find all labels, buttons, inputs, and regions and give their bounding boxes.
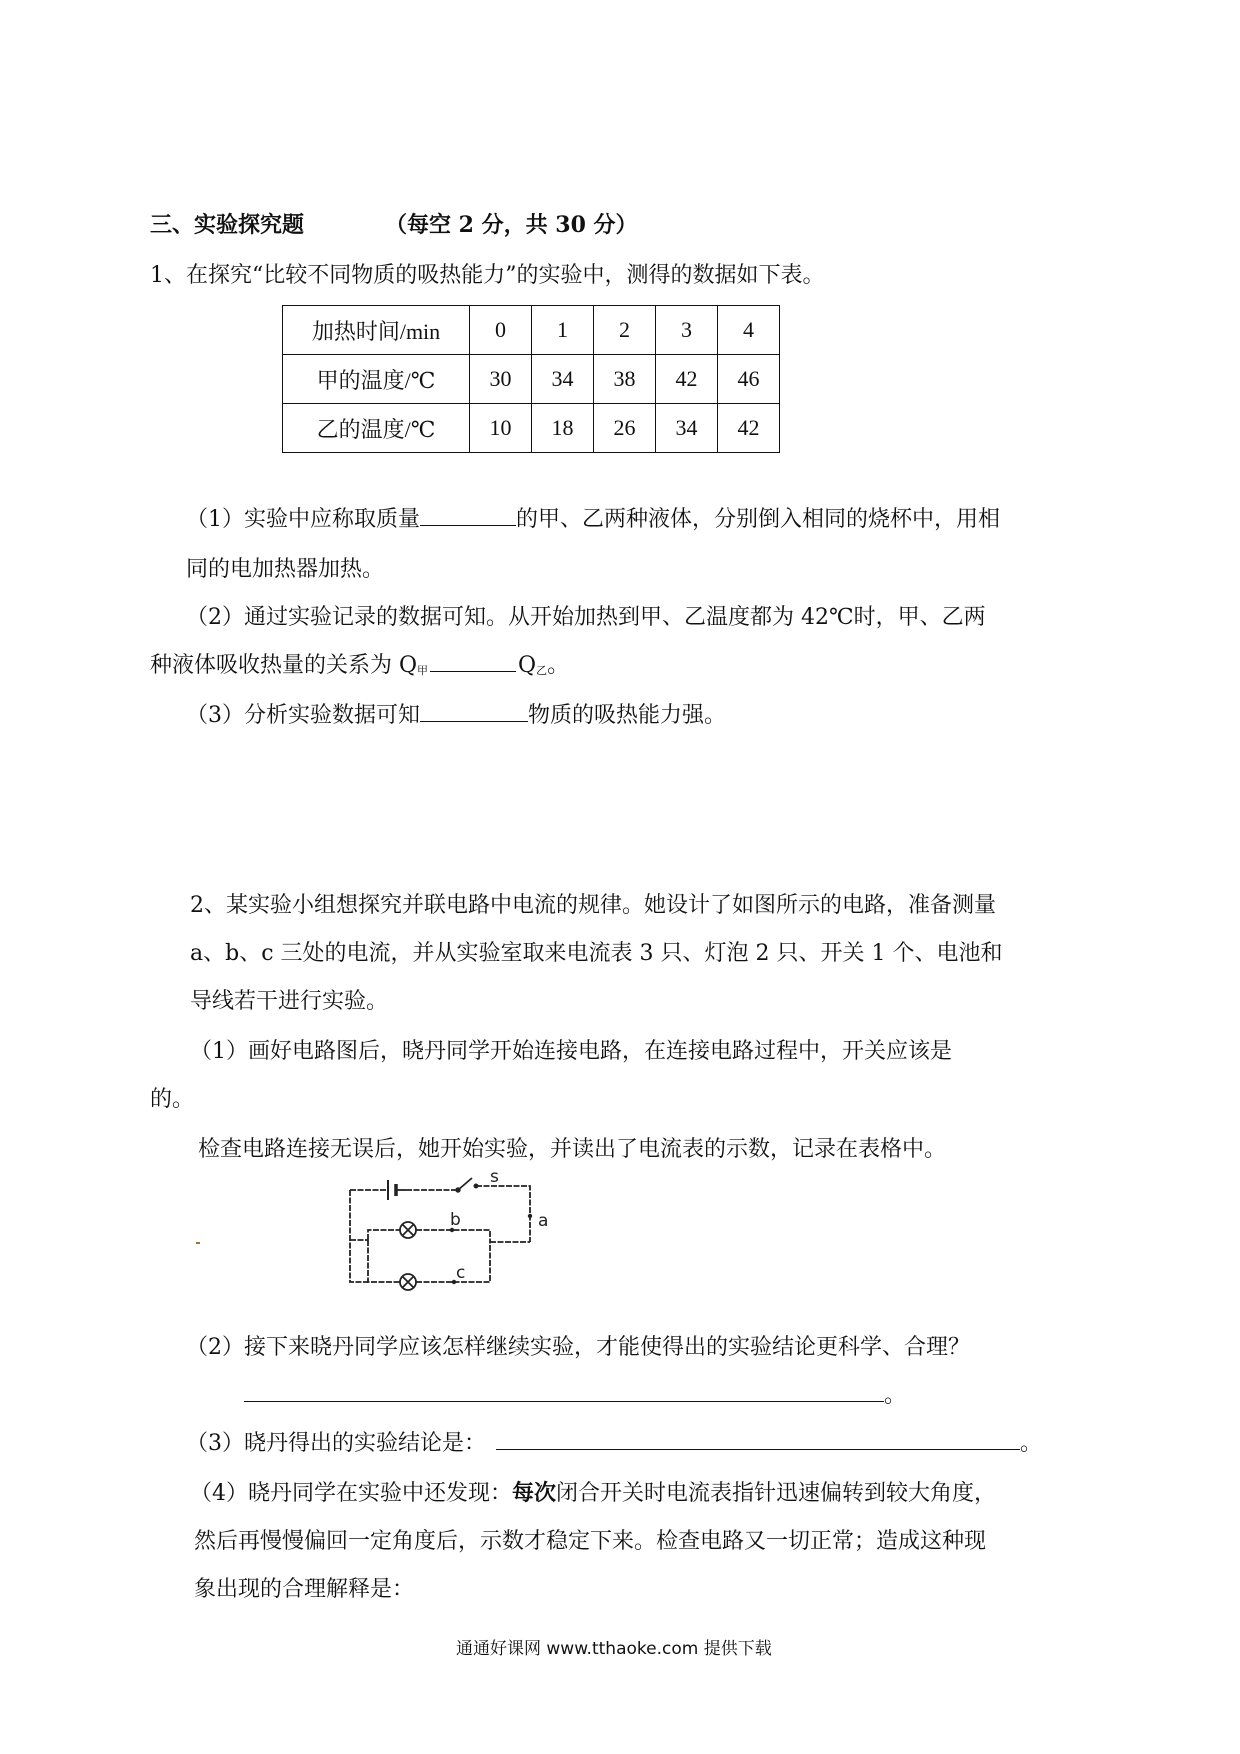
q2-stem-line3: 导线若干进行实验。	[190, 989, 389, 1014]
q2-part3-line	[186, 1426, 1042, 1457]
q1-part1-line2: 同的电加热器加热。	[186, 557, 385, 582]
lamp-b-icon	[400, 1222, 416, 1238]
q2-part3-text: （3）晓丹得出的实验结论是：	[186, 1431, 486, 1456]
table-cell: 4	[718, 306, 780, 355]
q1-part2-sub-jia: 甲	[417, 664, 429, 677]
table-cell: 34	[532, 355, 594, 404]
q2-part3-end: 。	[1020, 1431, 1043, 1456]
table-cell: 10	[470, 404, 532, 453]
q1-part2-line1: （2）通过实验记录的数据可知。从开始加热到甲、乙温度都为 42℃时，甲、乙两	[186, 605, 986, 630]
point-a-marker	[528, 1214, 532, 1218]
table-row-header: 甲的温度/℃	[283, 355, 470, 404]
q2-part4-line1	[190, 1476, 996, 1507]
q1-part2-end: 。	[547, 653, 570, 678]
q2-part3-blank[interactable]	[496, 1427, 1020, 1450]
q2-part2-end: 。	[884, 1383, 907, 1408]
q1-part3-text-a: （3）分析实验数据可知	[186, 703, 420, 728]
table-cell: 2	[594, 306, 656, 355]
q1-part2-blank[interactable]	[430, 649, 516, 672]
table-cell: 42	[656, 355, 718, 404]
q1-part2-q: Q	[518, 653, 537, 678]
section-score-note: （每空 2 分，共 30 分）	[385, 212, 638, 238]
q2-part2-line2	[244, 1378, 906, 1409]
table-cell: 18	[532, 404, 594, 453]
q2-part4-text-b: 闭合开关时电流表指针迅速偏转到较大角度，	[556, 1481, 997, 1506]
q2-part4-text-a: （4）晓丹同学在实验中还发现：	[190, 1481, 512, 1506]
table-row	[283, 355, 780, 404]
q1-part2-text: 种液体吸收热量的关系为 Q	[150, 653, 418, 678]
q2-part2-blank[interactable]	[244, 1379, 884, 1402]
section-title: 三、实验探究题	[150, 212, 305, 238]
lamp-c-icon	[400, 1274, 416, 1290]
page-footer: 通通好课网 www.tthaoke.com 提供下载	[456, 1639, 772, 1659]
table-row-header: 乙的温度/℃	[283, 404, 470, 453]
table-row	[283, 404, 780, 453]
q1-part2-line2	[150, 648, 569, 679]
q2-part4-line3: 象出现的合理解释是：	[194, 1577, 415, 1602]
table-cell: 46	[718, 355, 780, 404]
q2-part2-line1: （2）接下来晓丹同学应该怎样继续实验，才能使得出的实验结论更科学、合理？	[186, 1335, 970, 1360]
q1-part3-text-b: 物质的吸热能力强。	[528, 703, 727, 728]
stray-mark	[196, 1242, 200, 1244]
q1-part3-blank[interactable]	[420, 699, 528, 722]
table-cell: 42	[718, 404, 780, 453]
q1-part1-line1	[186, 502, 1000, 533]
q1-part1-text-b: 的甲、乙两种液体，分别倒入相同的烧杯中，用相	[516, 507, 1001, 532]
table-cell: 1	[532, 306, 594, 355]
circuit-diagram	[330, 1162, 550, 1298]
q1-data-table	[282, 305, 780, 453]
q1-part3-line	[186, 698, 726, 729]
table-row	[283, 306, 780, 355]
q2-stem-line2: a、b、c 三处的电流，并从实验室取来电流表 3 只、灯泡 2 只、开关 1 个、电池和	[190, 941, 1003, 966]
q1-stem: 1、在探究“比较不同物质的吸热能力”的实验中，测得的数据如下表。	[150, 263, 825, 288]
point-b-label: b	[450, 1210, 461, 1230]
q2-check-line: 检查电路连接无误后，她开始实验，并读出了电流表的示数，记录在表格中。	[198, 1137, 947, 1162]
switch-label: s	[490, 1167, 499, 1187]
q2-part1-line1: （1）画好电路图后，晓丹同学开始连接电路，在连接电路过程中，开关应该是	[190, 1039, 952, 1064]
q1-part1-blank[interactable]	[420, 503, 516, 526]
table-cell: 38	[594, 355, 656, 404]
q2-part4-bold: 每次	[512, 1480, 557, 1506]
table-cell: 3	[656, 306, 718, 355]
q2-part1-line2: 的。	[150, 1087, 195, 1112]
q1-part2-sub-yi: 乙	[536, 664, 548, 677]
point-c-label: c	[456, 1263, 466, 1283]
switch-icon	[456, 1178, 478, 1192]
table-cell: 30	[470, 355, 532, 404]
q1-part1-text-a: （1）实验中应称取质量	[186, 507, 420, 532]
table-cell: 26	[594, 404, 656, 453]
table-row-header: 加热时间/min	[283, 306, 470, 355]
battery-icon	[388, 1180, 406, 1200]
table-cell: 34	[656, 404, 718, 453]
table-cell: 0	[470, 306, 532, 355]
q2-part4-line2: 然后再慢慢偏回一定角度后，示数才稳定下来。检查电路又一切正常；造成这种现	[194, 1529, 987, 1554]
point-a-label: a	[538, 1211, 549, 1231]
q2-stem-line1: 2、某实验小组想探究并联电路中电流的规律。她设计了如图所示的电路，准备测量	[190, 893, 996, 918]
